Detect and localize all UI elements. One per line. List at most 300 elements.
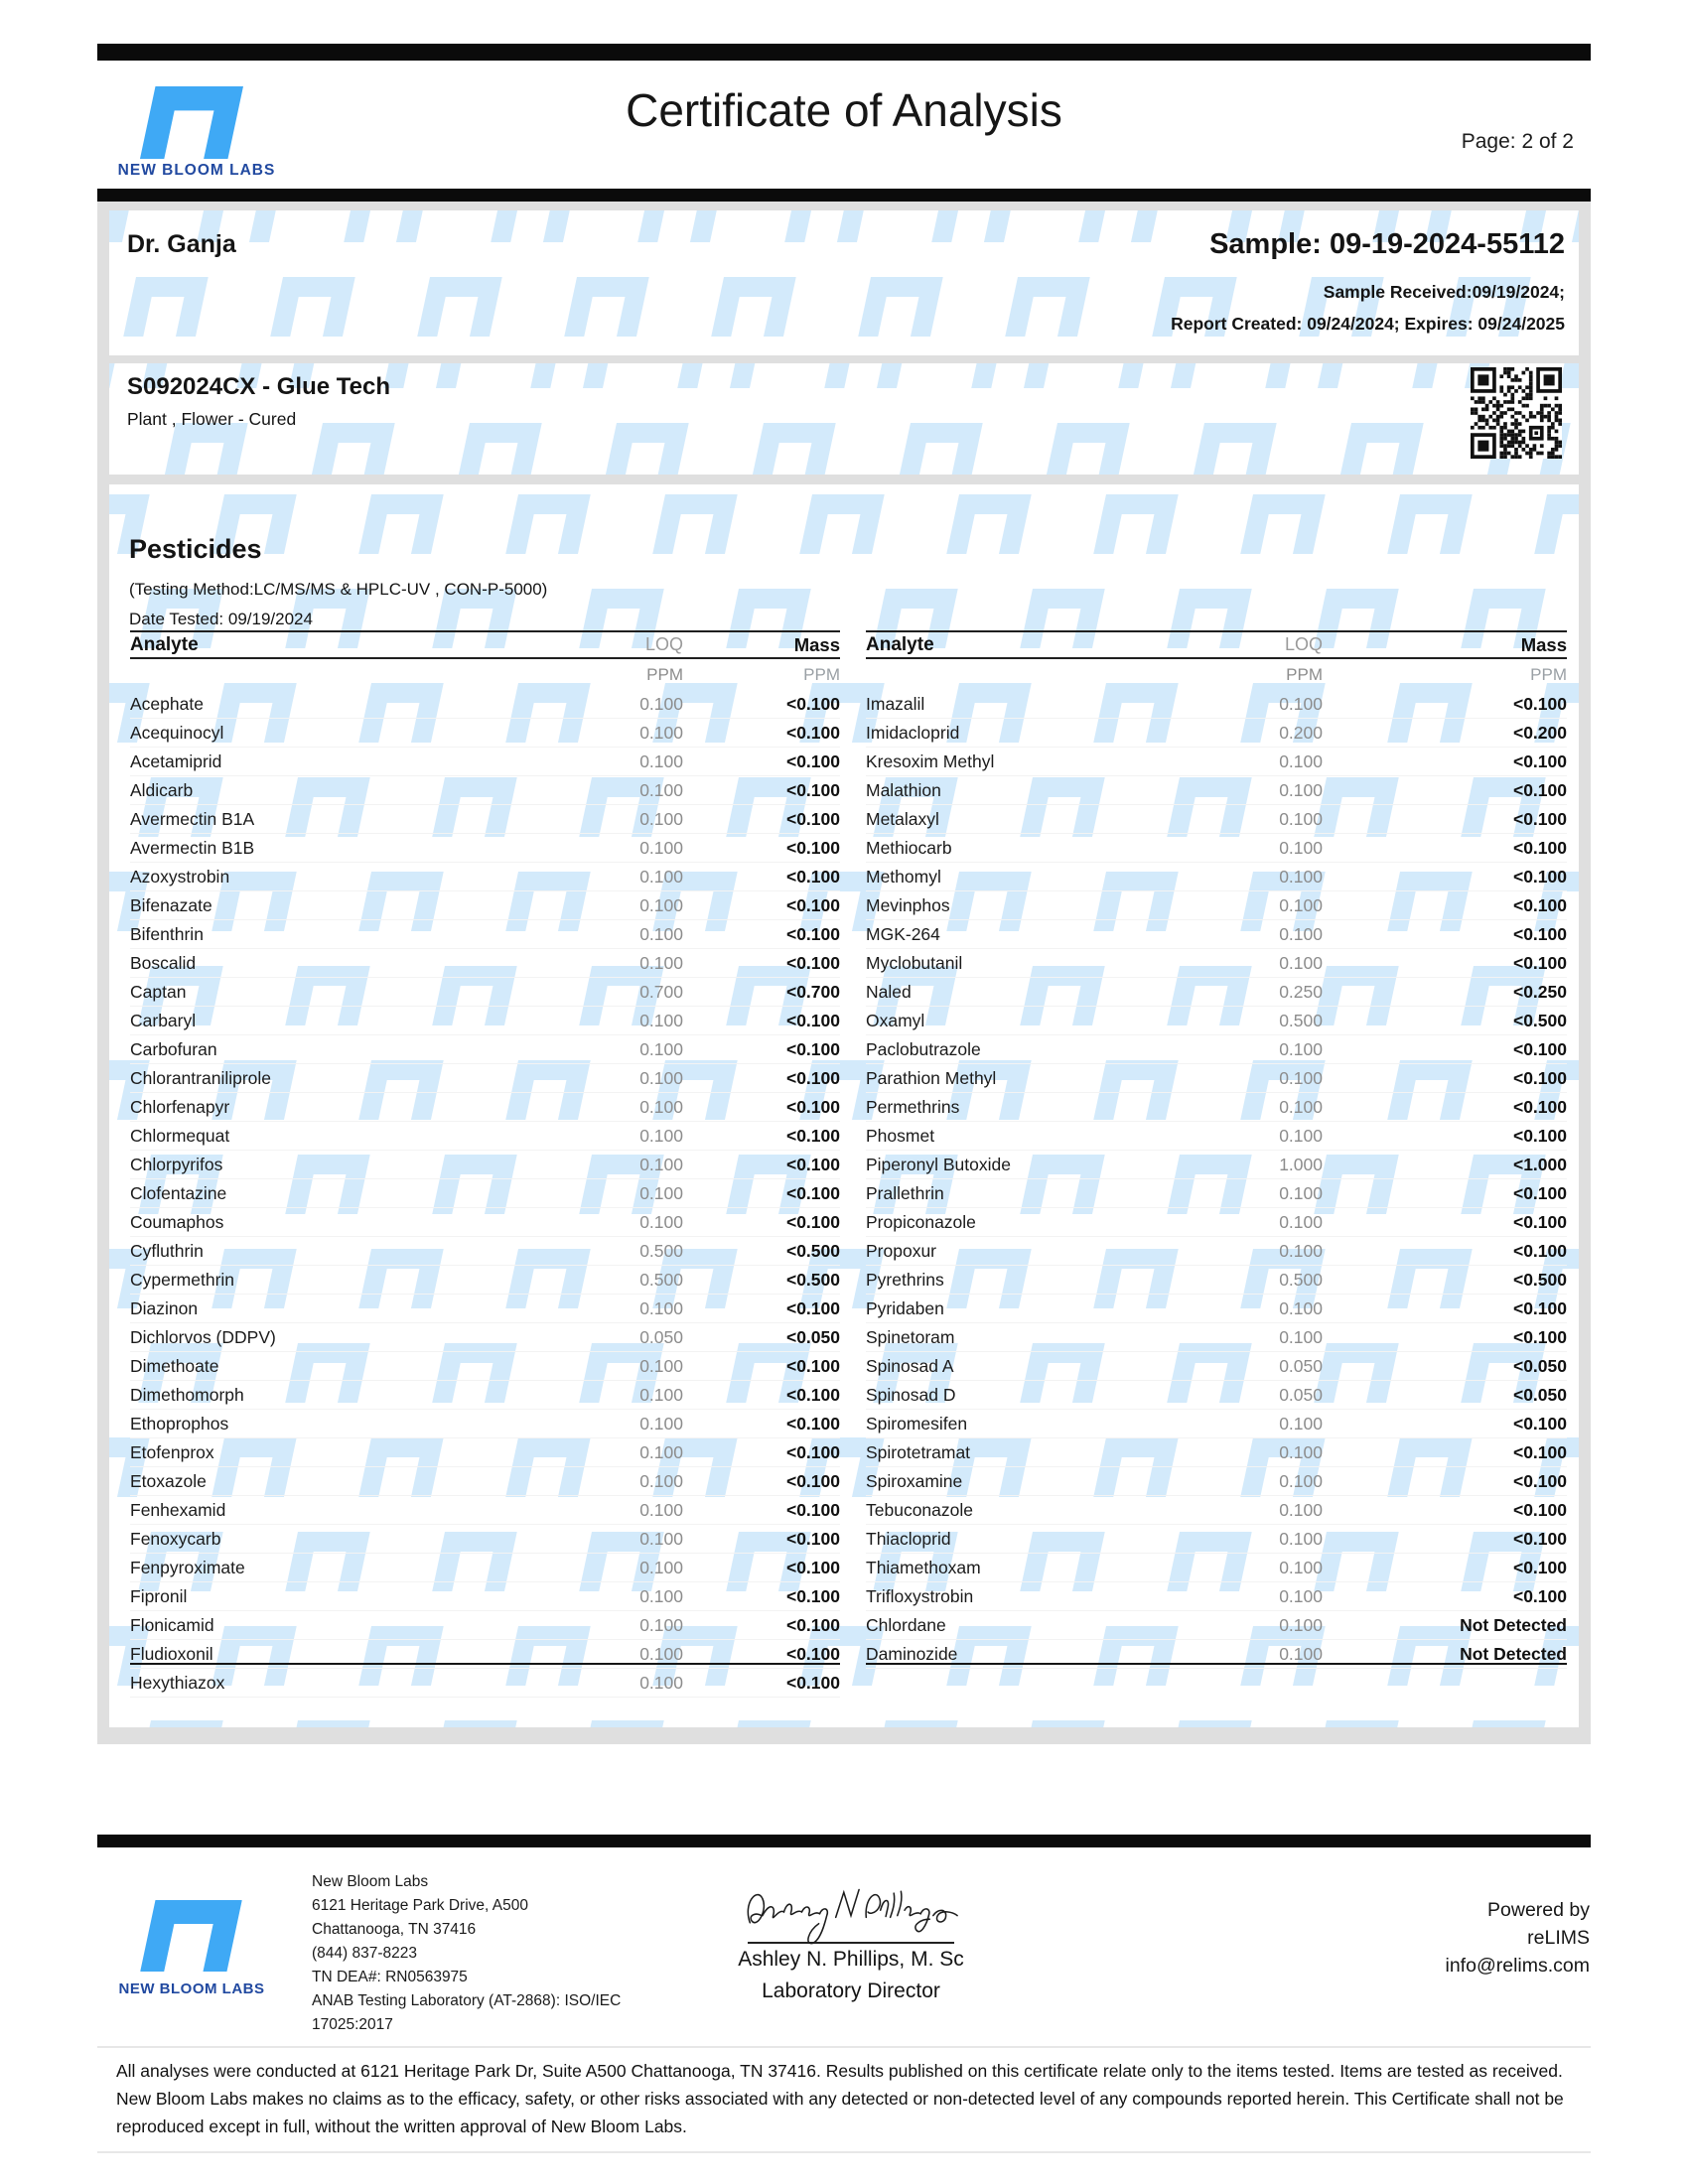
analyte-name: Imidacloprid — [866, 722, 960, 743]
pesticides-panel — [109, 484, 1579, 1727]
lab-address-line: ANAB Testing Laboratory (AT-2868): ISO/IEC — [312, 1992, 622, 2009]
footer-divider-bar — [97, 1835, 1591, 1847]
loq-value: 0.100 — [639, 1096, 683, 1117]
mass-value: <0.100 — [785, 1499, 840, 1520]
analyte-name: Fenoxycarb — [130, 1528, 221, 1549]
analyte-name: Avermectin B1B — [130, 837, 255, 858]
analyte-name: Naled — [866, 981, 912, 1002]
table-row — [866, 1323, 1567, 1352]
mass-value: <0.100 — [1512, 779, 1567, 800]
analyte-name: Chlormequat — [130, 1125, 230, 1146]
mass-value: <0.100 — [785, 1441, 840, 1462]
analyte-name: Hexythiazox — [130, 1672, 225, 1693]
loq-value: 0.100 — [639, 1067, 683, 1088]
mass-value: <0.100 — [785, 923, 840, 944]
loq-value: 0.100 — [639, 1614, 683, 1635]
signer-name: Ashley N. Phillips, M. Sc — [738, 1948, 964, 1971]
client-sample-panel — [109, 210, 1579, 355]
table-row — [130, 1525, 840, 1554]
mass-unit: PPM — [803, 664, 840, 684]
date-tested: Date Tested: 09/19/2024 — [129, 610, 313, 628]
analyte-name: Methiocarb — [866, 837, 952, 858]
loq-unit: PPM — [1286, 664, 1323, 684]
table-row — [130, 834, 840, 863]
loq-value: 0.250 — [1279, 981, 1323, 1002]
analyte-name: Mevinphos — [866, 894, 950, 915]
table-row — [866, 1525, 1567, 1554]
loq-value: 0.100 — [639, 1038, 683, 1059]
table-row — [866, 949, 1567, 978]
disclaimer-bottom-rule — [97, 2151, 1591, 2153]
table-row — [130, 1007, 840, 1035]
lab-address-line: Chattanooga, TN 37416 — [312, 1921, 477, 1938]
loq-value: 0.100 — [1279, 866, 1323, 887]
mass-value: <0.100 — [785, 1297, 840, 1318]
analyte-name: Acequinocyl — [130, 722, 224, 743]
new-bloom-labs-logo-icon — [136, 1900, 246, 1972]
sample-number: Sample: 09-19-2024-55112 — [1209, 228, 1565, 260]
table-row — [130, 1554, 840, 1582]
analyte-name: Thiamethoxam — [866, 1557, 981, 1577]
analyte-name: Spinosad D — [866, 1384, 956, 1405]
mass-value: <0.500 — [785, 1240, 840, 1261]
table-row — [130, 1093, 840, 1122]
analyte-name: Ethoprophos — [130, 1413, 229, 1433]
table-row — [130, 1352, 840, 1381]
table-row — [866, 920, 1567, 949]
analyte-name: Trifloxystrobin — [866, 1585, 974, 1606]
table-row — [130, 1151, 840, 1179]
analyte-name: Spinetoram — [866, 1326, 955, 1347]
mass-value: <0.100 — [785, 808, 840, 829]
loq-value: 0.100 — [639, 1643, 683, 1664]
mass-value: <0.100 — [1512, 1038, 1567, 1059]
analyte-name: Daminozide — [866, 1643, 958, 1664]
page-number-label: Page: 2 of 2 — [1461, 130, 1574, 153]
lims-name: reLIMS — [1527, 1927, 1590, 1949]
table-row — [130, 805, 840, 834]
client-name: Dr. Ganja — [127, 230, 236, 258]
mass-value: <0.100 — [1512, 1067, 1567, 1088]
analyte-name: Metalaxyl — [866, 808, 939, 829]
table-row — [130, 1237, 840, 1266]
table-row — [866, 1007, 1567, 1035]
unit-row — [866, 659, 1567, 690]
loq-value: 0.050 — [639, 1326, 683, 1347]
lab-address-line: TN DEA#: RN0563975 — [312, 1969, 468, 1985]
loq-value: 0.100 — [1279, 1182, 1323, 1203]
mass-value: <0.100 — [1512, 1585, 1567, 1606]
table-row — [866, 1266, 1567, 1295]
mass-value: <0.100 — [1512, 1528, 1567, 1549]
analyte-name: Aldicarb — [130, 779, 194, 800]
mass-value: <0.100 — [1512, 866, 1567, 887]
loq-value: 0.100 — [639, 1557, 683, 1577]
table-row — [130, 1640, 840, 1669]
loq-value: 0.100 — [639, 1528, 683, 1549]
table-row — [866, 1122, 1567, 1151]
table-row — [866, 1467, 1567, 1496]
loq-value: 0.100 — [1279, 751, 1323, 771]
loq-value: 0.500 — [1279, 1269, 1323, 1290]
mass-value: <0.100 — [1512, 1096, 1567, 1117]
analyte-name: Cyfluthrin — [130, 1240, 204, 1261]
table-row — [866, 805, 1567, 834]
loq-value: 0.100 — [1279, 1326, 1323, 1347]
mass-value: <0.100 — [785, 751, 840, 771]
loq-value: 0.100 — [639, 1211, 683, 1232]
loq-value: 0.100 — [639, 1470, 683, 1491]
analyte-name: Phosmet — [866, 1125, 935, 1146]
table-row — [130, 1035, 840, 1064]
loq-value: 0.100 — [639, 779, 683, 800]
analyte-name: Carbofuran — [130, 1038, 217, 1059]
mass-value: <0.700 — [785, 981, 840, 1002]
testing-method: (Testing Method:LC/MS/MS & HPLC-UV , CON-P-5000) — [129, 580, 548, 599]
analyte-name: Clofentazine — [130, 1182, 227, 1203]
loq-value: 0.100 — [1279, 693, 1323, 714]
mass-value: <0.050 — [785, 1326, 840, 1347]
analyte-name: Pyrethrins — [866, 1269, 944, 1290]
mass-value: <0.100 — [785, 1614, 840, 1635]
table-row — [866, 1035, 1567, 1064]
mass-value: <0.100 — [785, 1096, 840, 1117]
loq-value: 0.100 — [639, 837, 683, 858]
analyte-name: MGK-264 — [866, 923, 940, 944]
pesticides-table-right — [866, 630, 1567, 1665]
loq-value: 0.100 — [639, 1182, 683, 1203]
mass-value: <0.100 — [1512, 693, 1567, 714]
table-row — [130, 690, 840, 719]
loq-value: 0.100 — [1279, 1557, 1323, 1577]
table-row — [866, 1064, 1567, 1093]
analyte-name: Spiromesifen — [866, 1413, 968, 1433]
loq-value: 0.100 — [639, 866, 683, 887]
table-header — [866, 630, 1567, 659]
loq-value: 0.100 — [639, 1585, 683, 1606]
loq-value: 0.100 — [639, 1384, 683, 1405]
table-row — [866, 1208, 1567, 1237]
lims-email: info@relims.com — [1445, 1955, 1590, 1977]
mass-value: <0.500 — [785, 1269, 840, 1290]
page-title: Certificate of Analysis — [626, 84, 1062, 136]
mass-value: <0.100 — [1512, 1413, 1567, 1433]
mass-value: <0.100 — [785, 1182, 840, 1203]
loq-value: 0.100 — [1279, 1643, 1323, 1664]
loq-value: 0.100 — [639, 1125, 683, 1146]
mass-value: <0.100 — [785, 1384, 840, 1405]
mass-value: <0.100 — [785, 1010, 840, 1030]
lab-address-line: 6121 Heritage Park Drive, A500 — [312, 1897, 528, 1914]
mass-value: <0.100 — [785, 1413, 840, 1433]
mass-value: <0.100 — [785, 1528, 840, 1549]
mass-value: <0.100 — [1512, 1441, 1567, 1462]
sample-id-name: S092024CX - Glue Tech — [127, 373, 391, 400]
analyte-name: Imazalil — [866, 693, 925, 714]
table-row — [866, 1093, 1567, 1122]
loq-value: 0.100 — [1279, 1125, 1323, 1146]
loq-value: 0.100 — [639, 1441, 683, 1462]
table-row — [866, 1582, 1567, 1611]
table-row — [130, 920, 840, 949]
loq-value: 0.700 — [639, 981, 683, 1002]
analyte-name: Dichlorvos (DDPV) — [130, 1326, 276, 1347]
table-row — [130, 863, 840, 891]
disclaimer-top-rule — [97, 2046, 1591, 2048]
table-row — [866, 1496, 1567, 1525]
table-body — [866, 690, 1567, 1665]
analyte-name: Diazinon — [130, 1297, 199, 1318]
table-row — [866, 719, 1567, 748]
mass-value: <0.050 — [1512, 1355, 1567, 1376]
analyte-name: Pyridaben — [866, 1297, 944, 1318]
loq-value: 0.100 — [639, 923, 683, 944]
mass-value: <0.100 — [785, 1672, 840, 1693]
loq-value: 0.100 — [639, 1672, 683, 1693]
loq-value: 0.100 — [1279, 894, 1323, 915]
mass-value: <0.100 — [1512, 1240, 1567, 1261]
loq-value: 0.050 — [1279, 1384, 1323, 1405]
mass-value: <0.100 — [785, 1557, 840, 1577]
lab-address-block — [312, 1870, 621, 2037]
analyte-name: Bifenazate — [130, 894, 212, 915]
lab-address-line: New Bloom Labs — [312, 1873, 429, 1890]
table-row — [866, 1611, 1567, 1640]
column-header-loq: LOQ — [1284, 634, 1323, 654]
loq-value: 0.100 — [1279, 1297, 1323, 1318]
content-background — [97, 202, 1591, 1744]
table-row — [130, 776, 840, 805]
analyte-name: Dimethomorph — [130, 1384, 244, 1405]
mass-value: <0.100 — [1512, 808, 1567, 829]
table-row — [130, 1669, 840, 1698]
lab-address-line: 17025:2017 — [312, 2016, 393, 2033]
table-row — [866, 1295, 1567, 1323]
loq-value: 0.100 — [1279, 1413, 1323, 1433]
loq-value: 0.100 — [639, 751, 683, 771]
loq-value: 0.100 — [639, 808, 683, 829]
analyte-name: Captan — [130, 981, 187, 1002]
sample-id-panel — [109, 363, 1579, 475]
analyte-name: Coumaphos — [130, 1211, 224, 1232]
table-row — [130, 748, 840, 776]
mass-value: <0.100 — [1512, 1211, 1567, 1232]
table-row — [866, 863, 1567, 891]
loq-unit: PPM — [646, 664, 683, 684]
mass-value: <0.100 — [785, 1038, 840, 1059]
mass-value: <0.100 — [785, 693, 840, 714]
analyte-name: Chlorpyrifos — [130, 1154, 223, 1174]
table-row — [866, 776, 1567, 805]
sample-received-date: Sample Received:09/19/2024; — [1323, 282, 1565, 302]
loq-value: 0.100 — [1279, 779, 1323, 800]
table-row — [866, 1381, 1567, 1410]
table-row — [130, 1496, 840, 1525]
loq-value: 0.100 — [639, 1355, 683, 1376]
table-row — [130, 1611, 840, 1640]
table-row — [866, 834, 1567, 863]
loq-value: 0.100 — [639, 1413, 683, 1433]
table-row — [130, 719, 840, 748]
analyte-name: Thiacloprid — [866, 1528, 951, 1549]
analyte-name: Propoxur — [866, 1240, 937, 1261]
mass-value: <0.050 — [1512, 1384, 1567, 1405]
loq-value: 0.100 — [1279, 1614, 1323, 1635]
loq-value: 0.100 — [639, 952, 683, 973]
mass-value: <0.100 — [1512, 894, 1567, 915]
table-row — [130, 1266, 840, 1295]
mass-value: <0.100 — [785, 1470, 840, 1491]
analyte-name: Propiconazole — [866, 1211, 976, 1232]
analyte-name: Parathion Methyl — [866, 1067, 997, 1088]
table-header — [130, 630, 840, 659]
analyte-name: Fenpyroximate — [130, 1557, 245, 1577]
analyte-name: Azoxystrobin — [130, 866, 230, 887]
analyte-name: Flonicamid — [130, 1614, 214, 1635]
table-row — [866, 1179, 1567, 1208]
analyte-name: Avermectin B1A — [130, 808, 255, 829]
disclaimer-text: All analyses were conducted at 6121 Heritage Park Dr, Suite A500 Chattanooga, TN 37416. Results published on this certificate relate only to the items tested. Items are tested as received. New Bloom Labs makes no claims as to the efficacy, safety, or other risks associated with any detected or non-detected level of any compounds reported herein. This Certificate shall not be reproduced except in full, without the written approval of New Bloom Labs. — [116, 2061, 1564, 2136]
table-row — [130, 1467, 840, 1496]
table-row — [130, 978, 840, 1007]
analyte-name: Bifenthrin — [130, 923, 204, 944]
pesticides-table-left — [130, 630, 840, 1693]
analyte-name: Dimethoate — [130, 1355, 219, 1376]
loq-value: 0.100 — [1279, 1211, 1323, 1232]
header-logo-wordmark: NEW BLOOM LABS — [117, 162, 276, 179]
loq-value: 0.500 — [1279, 1010, 1323, 1030]
table-row — [866, 1237, 1567, 1266]
table-row — [866, 978, 1567, 1007]
table-row — [866, 1410, 1567, 1438]
table-row — [130, 1179, 840, 1208]
table-row — [130, 891, 840, 920]
mass-value: <0.100 — [785, 779, 840, 800]
mass-value: <0.100 — [785, 1211, 840, 1232]
table-row — [130, 1208, 840, 1237]
mass-value: <0.100 — [1512, 1182, 1567, 1203]
analyte-name: Kresoxim Methyl — [866, 751, 995, 771]
loq-value: 0.100 — [639, 1154, 683, 1174]
analyte-name: Myclobutanil — [866, 952, 963, 973]
column-header-mass: Mass — [1520, 633, 1567, 655]
powered-by-block — [695, 1896, 1590, 1979]
analyte-name: Prallethrin — [866, 1182, 944, 1203]
mass-value: Not Detected — [1460, 1643, 1567, 1664]
loq-value: 0.100 — [1279, 1528, 1323, 1549]
table-row — [866, 690, 1567, 719]
loq-value: 0.100 — [1279, 1240, 1323, 1261]
signer-title: Laboratory Director — [762, 1979, 940, 2002]
table-row — [866, 748, 1567, 776]
analyte-name: Boscalid — [130, 952, 197, 973]
mass-value: <0.100 — [1512, 837, 1567, 858]
report-created-expires: Report Created: 09/24/2024; Expires: 09/24/2025 — [1171, 314, 1565, 334]
mass-value: <0.100 — [1512, 1557, 1567, 1577]
table-row — [130, 1381, 840, 1410]
table-row — [130, 1438, 840, 1467]
mass-value: <0.100 — [1512, 751, 1567, 771]
mass-value: <0.100 — [785, 952, 840, 973]
analyte-name: Paclobutrazole — [866, 1038, 981, 1059]
mass-value: Not Detected — [1460, 1614, 1567, 1635]
loq-value: 0.100 — [1279, 837, 1323, 858]
sample-matrix: Plant , Flower - Cured — [127, 409, 297, 429]
loq-value: 0.100 — [639, 693, 683, 714]
table-row — [866, 891, 1567, 920]
loq-value: 0.100 — [1279, 1067, 1323, 1088]
analyte-name: Acetamiprid — [130, 751, 222, 771]
analyte-name: Fipronil — [130, 1585, 188, 1606]
loq-value: 0.100 — [639, 1297, 683, 1318]
analyte-name: Spiroxamine — [866, 1470, 963, 1491]
analyte-name: Permethrins — [866, 1096, 960, 1117]
table-row — [130, 1323, 840, 1352]
loq-value: 0.100 — [1279, 1096, 1323, 1117]
analyte-name: Spirotetramat — [866, 1441, 971, 1462]
analyte-name: Piperonyl Butoxide — [866, 1154, 1011, 1174]
mass-value: <0.100 — [1512, 1297, 1567, 1318]
powered-by-label: Powered by — [1487, 1899, 1590, 1921]
mass-value: <0.100 — [1512, 1326, 1567, 1347]
mass-value: <0.100 — [1512, 1470, 1567, 1491]
analyte-name: Carbaryl — [130, 1010, 197, 1030]
loq-value: 0.500 — [639, 1269, 683, 1290]
loq-value: 0.050 — [1279, 1355, 1323, 1376]
loq-value: 1.000 — [1279, 1154, 1323, 1174]
loq-value: 0.100 — [639, 722, 683, 743]
loq-value: 0.100 — [1279, 1441, 1323, 1462]
mass-value: <0.100 — [785, 866, 840, 887]
analyte-name: Oxamyl — [866, 1010, 925, 1030]
table-row — [866, 1151, 1567, 1179]
section-title: Pesticides — [129, 534, 262, 564]
table-row — [130, 1295, 840, 1323]
column-header-loq: LOQ — [644, 634, 683, 654]
analyte-name: Etoxazole — [130, 1470, 207, 1491]
mass-value: <1.000 — [1512, 1154, 1567, 1174]
column-header-analyte: Analyte — [866, 633, 934, 655]
loq-value: 0.100 — [639, 894, 683, 915]
analyte-name: Tebuconazole — [866, 1499, 973, 1520]
mass-value: <0.100 — [1512, 1499, 1567, 1520]
mass-value: <0.100 — [785, 1585, 840, 1606]
analyte-name: Spinosad A — [866, 1355, 954, 1376]
top-divider-bar — [97, 44, 1591, 61]
lab-address-line: (844) 837-8223 — [312, 1945, 417, 1962]
mass-value: <0.200 — [1512, 722, 1567, 743]
loq-value: 0.100 — [1279, 952, 1323, 973]
table-row — [866, 1554, 1567, 1582]
analyte-name: Malathion — [866, 779, 941, 800]
mass-value: <0.100 — [1512, 1125, 1567, 1146]
mass-value: <0.100 — [1512, 923, 1567, 944]
table-row — [130, 1582, 840, 1611]
mass-value: <0.100 — [785, 894, 840, 915]
mass-value: <0.100 — [785, 837, 840, 858]
mass-value: <0.100 — [785, 1067, 840, 1088]
loq-value: 0.100 — [1279, 1499, 1323, 1520]
mass-value: <0.100 — [1512, 952, 1567, 973]
loq-value: 0.500 — [639, 1240, 683, 1261]
table-row — [130, 1410, 840, 1438]
footer-logo-wordmark: NEW BLOOM LABS — [118, 1980, 265, 1997]
analyte-name: Acephate — [130, 693, 204, 714]
mass-value: <0.100 — [785, 1125, 840, 1146]
loq-value: 0.100 — [1279, 1038, 1323, 1059]
analyte-name: Chlorfenapyr — [130, 1096, 230, 1117]
analyte-name: Chlordane — [866, 1614, 946, 1635]
